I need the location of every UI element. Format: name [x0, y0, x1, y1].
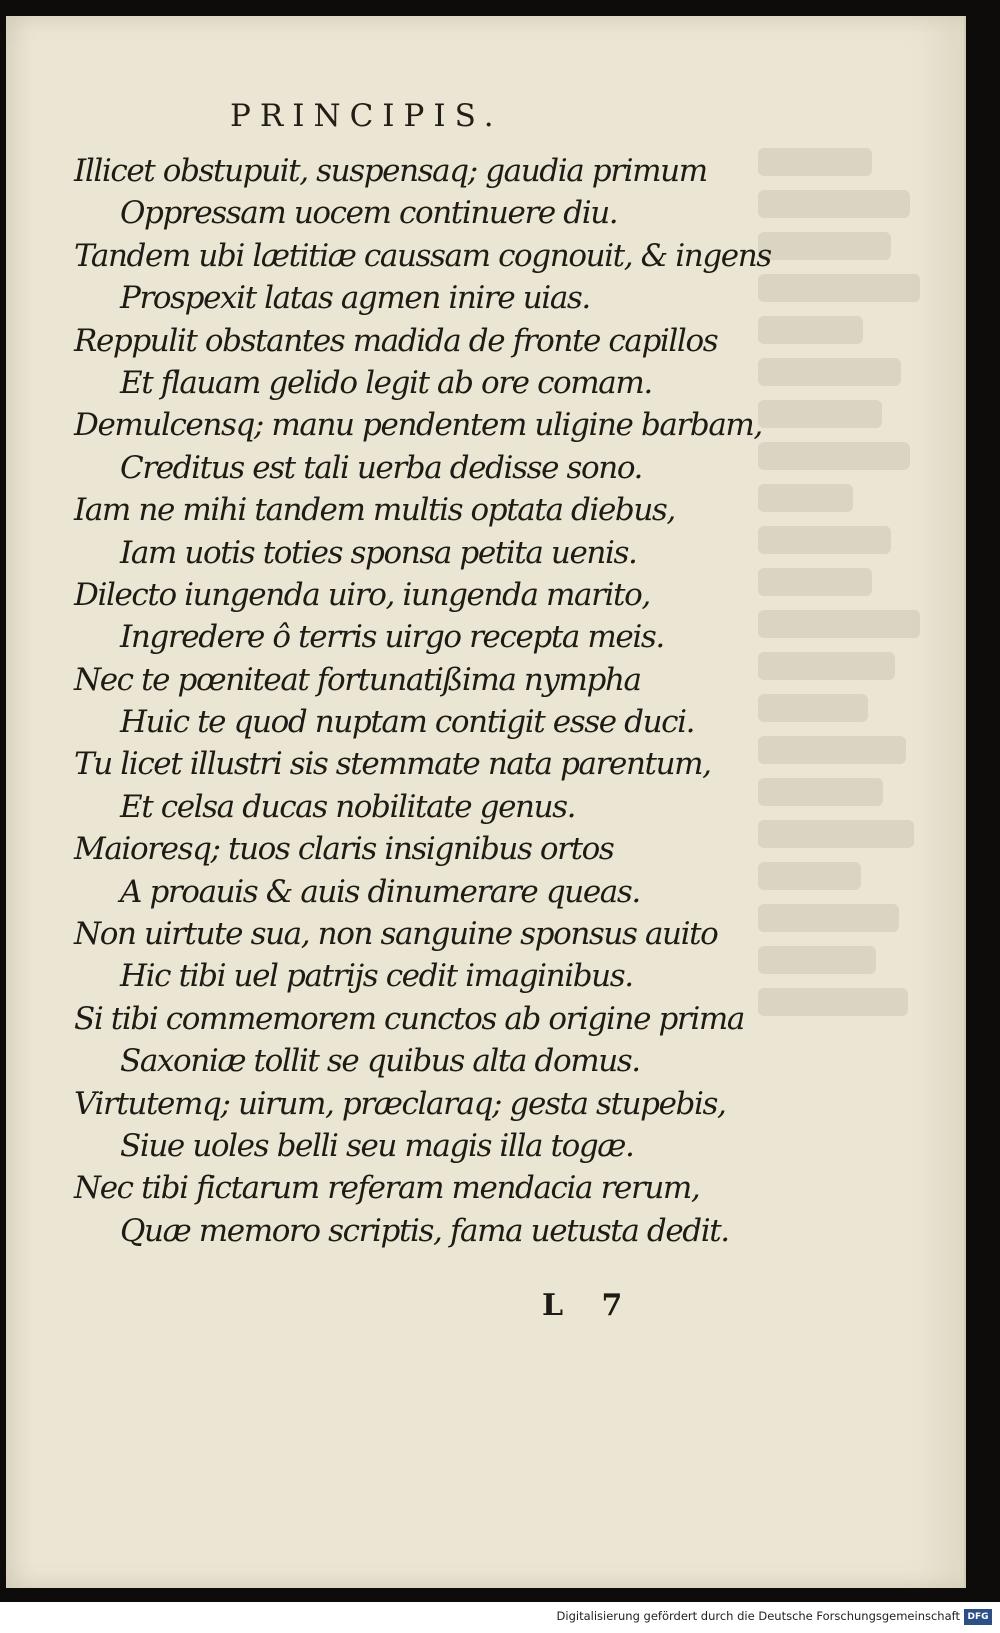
verse-line: Si tibi commemorem cunctos ab origine prima	[74, 1000, 744, 1037]
verse-line: A proauis & auis dinumerare queas.	[120, 873, 640, 910]
verse-line: Illicet obstupuit, suspensaq; gaudia primum	[74, 153, 707, 189]
verse-line: Tandem ubi lætitiæ caussam cognouit, & ingens	[74, 237, 771, 274]
verse-line: Huic te quod nuptam contigit esse duci.	[120, 704, 695, 741]
verse-line: Siue uoles belli seu magis illa togæ.	[120, 1127, 634, 1164]
verse-line: Oppressam uocem continuere diu.	[120, 195, 618, 232]
verse-line: Prospexit latas agmen inire uias.	[120, 280, 590, 317]
verse-line: Maioresq; tuos claris insignibus ortos	[74, 831, 614, 868]
signature-mark: L 7	[542, 1288, 637, 1323]
verse-line: Non uirtute sua, non sanguine sponsus auito	[74, 916, 718, 953]
verse-line: Creditus est tali uerba dedisse sono.	[120, 449, 643, 486]
poem-text-block	[74, 150, 771, 1252]
verse-line: Reppulit obstantes madida de fronte capillos	[74, 322, 718, 359]
verse-line: Quæ memoro scriptis, fama uetusta dedit.	[120, 1212, 729, 1249]
verse-line: Demulcensq; manu pendentem uligine barbam,	[74, 407, 762, 444]
bleed-through-text	[758, 134, 948, 1354]
verse-line: Dilecto iungenda uiro, iungenda marito,	[74, 576, 650, 613]
verse-line: Hic tibi uel patrijs cedit imaginibus.	[120, 958, 633, 995]
verse-line: Nec tibi fictarum referam mendacia rerum,	[74, 1170, 700, 1207]
running-head: PRINCIPIS.	[230, 98, 503, 134]
verse-line: Iam uotis toties sponsa petita uenis.	[120, 534, 637, 571]
verse-line: Et flauam gelido legit ab ore comam.	[120, 364, 652, 401]
verse-line: Saxoniæ tollit se quibus alta domus.	[120, 1043, 640, 1080]
dfg-logo: DFG	[964, 1609, 992, 1625]
verse-line: Virtutemq; uirum, præclaraq; gesta stupebis,	[74, 1085, 726, 1122]
verse-line: Tu licet illustri sis stemmate nata parentum,	[74, 746, 711, 783]
verse-line: Ingredere ô terris uirgo recepta meis.	[120, 619, 664, 656]
verse-line: Nec te pœniteat fortunatißima nympha	[74, 661, 641, 698]
verse-line: Et celsa ducas nobilitate genus.	[120, 788, 576, 825]
footer-credit: Digitalisierung gefördert durch die Deutsche Forschungsgemeinschaft	[556, 1609, 960, 1623]
verse-line: Iam ne mihi tandem multis optata diebus,	[74, 492, 675, 529]
footer-bar	[0, 1602, 1000, 1633]
